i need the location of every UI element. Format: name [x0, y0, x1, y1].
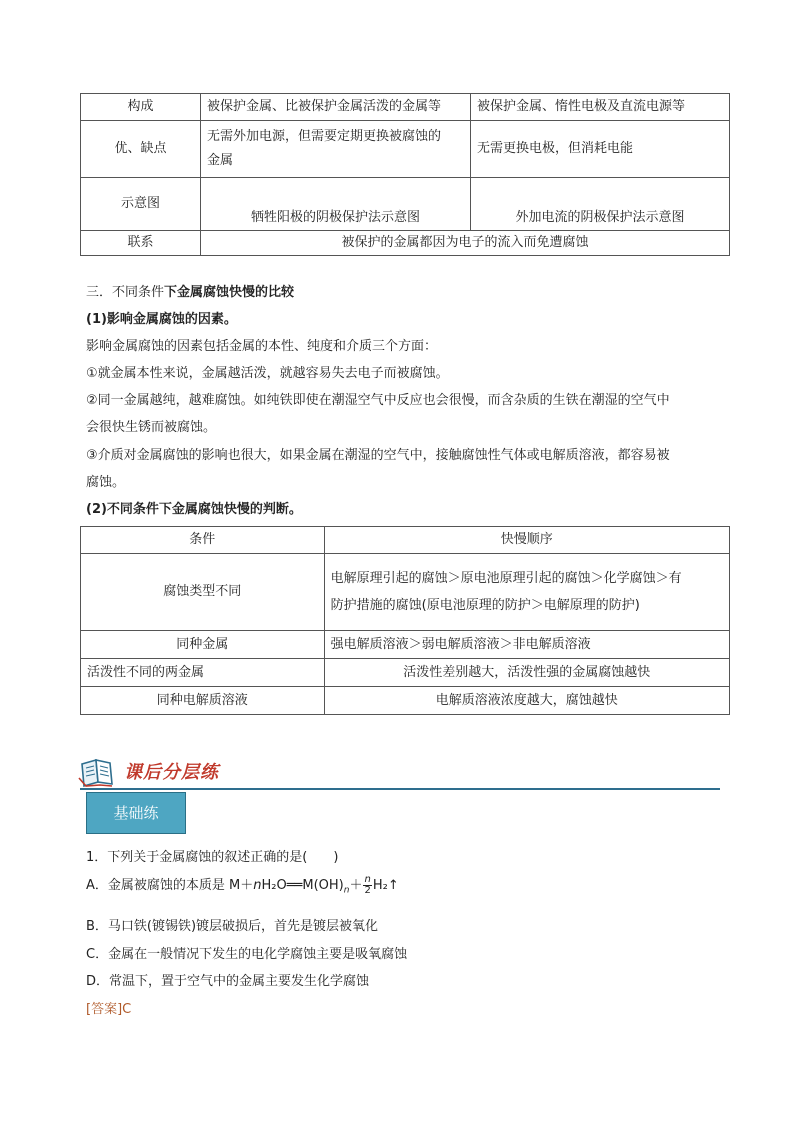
option-a-prefix: A．金属被腐蚀的本质是 M＋	[86, 878, 254, 893]
option-a-plus: ＋	[349, 878, 363, 893]
factor-2-line2: 会很快生锈而被腐蚀。	[86, 420, 217, 435]
order-cell: 活泼性差别越大，活泼性强的金属腐蚀越快	[324, 659, 729, 687]
condition-cell: 同种电解质溶液	[81, 687, 325, 715]
row-label-relation: 联系	[81, 231, 201, 256]
impressed-diagram-caption: 外加电流的阴极保护法示意图	[471, 178, 730, 231]
order-cell-line1: 电解原理引起的腐蚀＞原电池原理引起的腐蚀＞化学腐蚀＞有	[330, 571, 682, 586]
corrosion-rate-table	[80, 526, 730, 715]
section-divider	[80, 788, 720, 790]
table-row	[81, 231, 730, 256]
option-a	[86, 874, 399, 896]
header-order: 快慢顺序	[324, 527, 729, 554]
condition-cell: 同种金属	[81, 631, 325, 659]
table-row	[81, 94, 730, 121]
option-a-end: H₂↑	[372, 878, 399, 893]
book-icon	[78, 756, 118, 788]
sacrificial-pros-cons-line2: 金属	[207, 153, 234, 168]
question-stem: 1．下列关于金属腐蚀的叙述正确的是( )	[86, 850, 339, 865]
header-condition: 条件	[81, 527, 325, 554]
table-row	[81, 178, 730, 231]
factor-2-line1: ②同一金属越纯，越难腐蚀。如纯铁即使在潮湿空气中反应也会很慢，而含杂质的生铁在潮湿的空气中	[86, 393, 670, 408]
table-row	[81, 659, 730, 687]
table-header-row	[81, 527, 730, 554]
factors-intro: 影响金属腐蚀的因素包括金属的本性、纯度和介质三个方面：	[86, 339, 438, 354]
relation-text: 被保护的金属都因为电子的流入而免遭腐蚀	[201, 231, 730, 256]
practice-section-title: 课后分层练	[124, 762, 219, 783]
impressed-composition: 被保护金属、惰性电极及直流电源等	[471, 94, 730, 121]
subheading-judgement: (2)不同条件下金属腐蚀快慢的判断。	[86, 502, 302, 517]
level-tab-basic: 基础练	[86, 792, 186, 834]
row-label-diagram: 示意图	[81, 178, 201, 231]
section3-heading-normal: 三．不同条件	[86, 285, 165, 300]
sacrificial-pros-cons-line1: 无需外加电源，但需要定期更换被腐蚀的	[207, 129, 442, 144]
section3-heading	[86, 284, 294, 302]
factor-3-line1: ③介质对金属腐蚀的影响也很大，如果金属在潮湿的空气中，接触腐蚀性气体或电解质溶液，都容易被	[86, 448, 670, 463]
fraction-numerator: n	[364, 874, 371, 885]
answer-text: [答案]C	[86, 1002, 132, 1017]
condition-cell: 腐蚀类型不同	[81, 554, 325, 631]
impressed-pros-cons: 无需更换电极，但消耗电能	[471, 121, 730, 178]
factor-1: ①就金属本性来说，金属越活泼，就越容易失去电子而被腐蚀。	[86, 366, 449, 381]
sacrificial-diagram-caption: 牺牲阳极的阴极保护法示意图	[201, 178, 471, 231]
section3-heading-bold: 下金属腐蚀快慢的比较	[164, 285, 295, 300]
order-cell-line2: 防护措施的腐蚀(原电池原理的防护＞电解原理的防护)	[330, 598, 640, 613]
table-row	[81, 687, 730, 715]
table-row	[81, 631, 730, 659]
subheading-factors: (1)影响金属腐蚀的因素。	[86, 312, 237, 327]
sacrificial-pros-cons	[201, 121, 471, 178]
order-cell	[324, 554, 729, 631]
row-label-pros-cons: 优、缺点	[81, 121, 201, 178]
order-cell: 电解质溶液浓度越大，腐蚀越快	[324, 687, 729, 715]
table-row	[81, 554, 730, 631]
sacrificial-composition: 被保护金属、比被保护金属活泼的金属等	[201, 94, 471, 121]
option-b: B．马口铁(镀锡铁)镀层破损后，首先是镀层被氧化	[86, 919, 379, 934]
option-a-mid: H₂O══M(OH)	[261, 878, 344, 893]
row-label-composition: 构成	[81, 94, 201, 121]
option-a-coef: n	[253, 878, 262, 893]
option-c: C．金属在一般情况下发生的电化学腐蚀主要是吸氧腐蚀	[86, 947, 408, 962]
protection-methods-table	[80, 93, 730, 256]
option-d: D．常温下，置于空气中的金属主要发生化学腐蚀	[86, 974, 370, 989]
option-a-fraction	[363, 875, 371, 896]
table-row	[81, 121, 730, 178]
order-cell: 强电解质溶液＞弱电解质溶液＞非电解质溶液	[324, 631, 729, 659]
factor-3-line2: 腐蚀。	[86, 475, 126, 490]
fraction-denominator: 2	[364, 885, 371, 896]
option-a-subscript: n	[343, 885, 350, 896]
condition-cell: 活泼性不同的两金属	[81, 659, 325, 687]
